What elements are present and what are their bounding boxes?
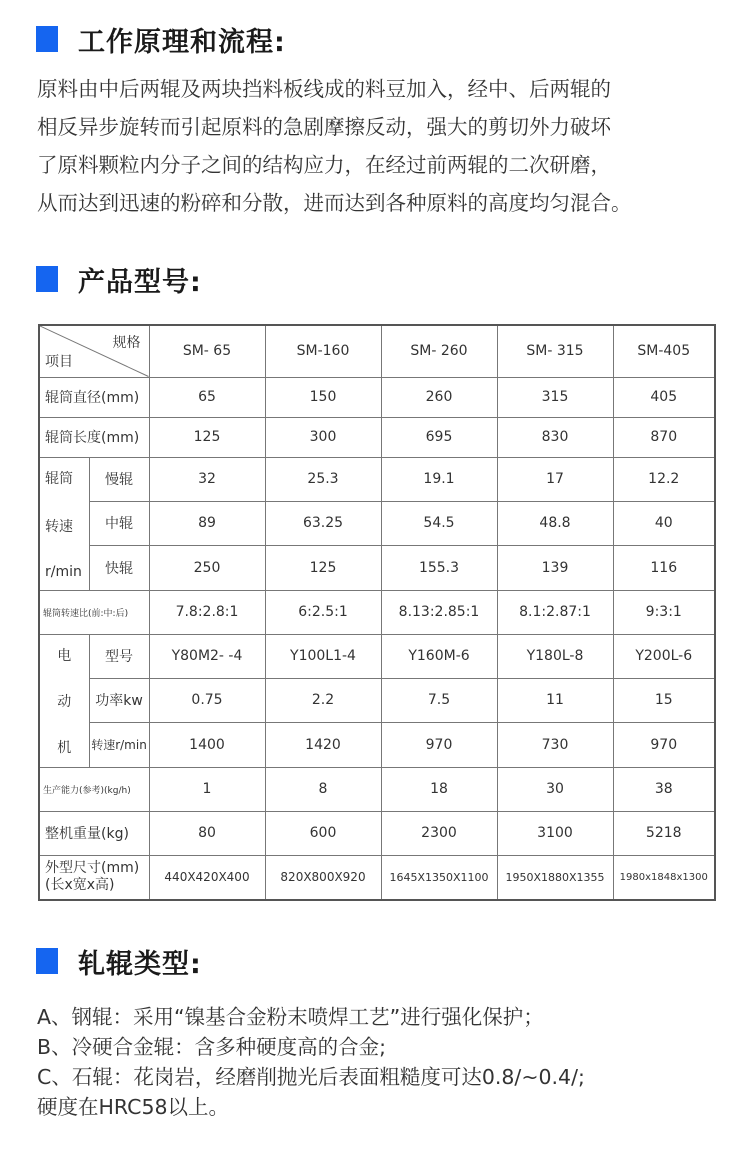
row-label-fast: 快辊 [89,546,149,590]
principle-line: 了原料颗粒内分子之间的结构应力，在经过前两辊的二次研磨， [37,153,611,177]
motor-group-line: 电 [57,647,72,664]
table-cell: 18 [381,767,497,811]
list-item: B、冷硬合金辊：含多种硬度高的合金; [37,1035,386,1059]
size-label-line: 外型尺寸(mm) [45,860,140,877]
table-cell: 820X800X920 [265,855,381,900]
row-label-motor-model: 型号 [89,634,149,678]
table-cell: 15 [613,678,715,722]
row-label-ratio: 辊筒转速比(前:中:后) [39,590,149,634]
section-marker [36,26,58,52]
table-cell: 8 [265,767,381,811]
table-cell: 30 [497,767,613,811]
table-cell: 8.1:2.87:1 [497,590,613,634]
table-cell: 150 [265,377,381,417]
table-row [39,634,715,678]
table-cell: 155.3 [381,546,497,590]
table-cell: 12.2 [613,457,715,501]
table-cell: 1645X1350X1100 [381,855,497,900]
table-cell: 405 [613,377,715,417]
table-cell: 830 [497,417,613,457]
speed-group-line: 转速 [45,518,73,535]
table-row [39,417,715,457]
corner-label-spec: 规格 [112,335,141,351]
row-label-size [39,855,149,900]
row-label-diameter: 辊筒直径(mm) [39,377,149,417]
table-cell: 970 [381,723,497,767]
table-cell: 1420 [265,723,381,767]
section-header-principle [36,22,286,56]
table-cell: 1950X1880X1355 [497,855,613,900]
table-cell: 54.5 [381,501,497,545]
list-item: C、石辊：花岗岩，经磨削抛光后表面粗糙度可达0.8/~0.4/; [37,1065,585,1089]
motor-group-label [39,634,89,767]
section-title-models: 产品型号: [78,266,202,298]
row-label-mid: 中辊 [89,501,149,545]
table-cell: 970 [613,723,715,767]
table-cell: 19.1 [381,457,497,501]
table-cell: 0.75 [149,678,265,722]
table-row [39,501,715,545]
table-row [39,546,715,590]
table-cell: 2.2 [265,678,381,722]
table-cell: 260 [381,377,497,417]
table-cell: 1980x1848x1300 [613,855,715,900]
table-cell: 17 [497,457,613,501]
table-cell: 730 [497,723,613,767]
list-item: 硬度在HRC58以上。 [37,1095,230,1119]
table-cell: 25.3 [265,457,381,501]
size-label-line: (长x宽x高) [45,877,115,894]
section-marker [36,266,58,292]
table-row [39,767,715,811]
principle-line: 相反异步旋转而引起原料的急剧摩擦反动，强大的剪切外力破坏 [37,115,611,139]
section-title-roll-types: 轧辊类型: [78,948,202,980]
table-cell: 11 [497,678,613,722]
motor-group-line: 动 [57,693,72,710]
table-cell: 1 [149,767,265,811]
table-cell: 40 [613,501,715,545]
row-label-motor-speed: 转速r/min [89,723,149,767]
row-label-length: 辊筒长度(mm) [39,417,149,457]
table-corner [39,325,149,377]
model-header: SM-405 [613,325,715,377]
table-cell: 250 [149,546,265,590]
table-cell: Y180L-8 [497,634,613,678]
model-header: SM- 65 [149,325,265,377]
table-cell: 139 [497,546,613,590]
section-title-principle: 工作原理和流程: [78,26,286,58]
list-item: A、钢辊：采用“镍基合金粉末喷焊工艺”进行强化保护； [37,1005,544,1029]
table-cell: 2300 [381,811,497,855]
speed-group-label [39,457,89,590]
table-row [39,811,715,855]
section-marker [36,948,58,974]
table-cell: Y160M-6 [381,634,497,678]
table-cell: 38 [613,767,715,811]
table-cell: 116 [613,546,715,590]
table-row [39,723,715,767]
table-cell: 125 [265,546,381,590]
table-cell: 315 [497,377,613,417]
section-header-roll-types [36,944,202,978]
table-cell: 32 [149,457,265,501]
speed-group-line: r/min [45,563,82,580]
row-label-capacity: 生产能力(参考)(kg/h) [39,767,149,811]
model-header: SM-160 [265,325,381,377]
principle-paragraph [37,70,727,222]
speed-group-line: 辊筒 [45,470,73,487]
table-cell: 89 [149,501,265,545]
table-cell: 870 [613,417,715,457]
table-cell: 63.25 [265,501,381,545]
table-cell: 1400 [149,723,265,767]
table-cell: 440X420X400 [149,855,265,900]
corner-label-item: 项目 [45,353,73,370]
table-row [39,590,715,634]
table-row [39,855,715,900]
table-cell: Y80M2- -4 [149,634,265,678]
table-cell: 3100 [497,811,613,855]
table-row [39,377,715,417]
table-cell: 695 [381,417,497,457]
table-cell: 48.8 [497,501,613,545]
table-cell: 5218 [613,811,715,855]
table-cell: 80 [149,811,265,855]
section-header-models [36,262,202,296]
row-label-slow: 慢辊 [89,457,149,501]
model-header: SM- 315 [497,325,613,377]
roll-types-list [37,1002,585,1122]
table-cell: 300 [265,417,381,457]
table-cell: 9:3:1 [613,590,715,634]
model-header: SM- 260 [381,325,497,377]
table-row [39,457,715,501]
table-row-models [39,325,715,377]
table-cell: Y200L-6 [613,634,715,678]
spec-table [38,324,716,901]
table-row [39,678,715,722]
table-cell: 7.5 [381,678,497,722]
row-label-weight: 整机重量(kg) [39,811,149,855]
row-label-motor-power: 功率kw [89,678,149,722]
table-cell: 7.8:2.8:1 [149,590,265,634]
table-cell: 125 [149,417,265,457]
motor-group-line: 机 [57,739,72,756]
principle-line: 原料由中后两辊及两块挡料板线成的料豆加入，经中、后两辊的 [37,77,611,101]
table-cell: 6:2.5:1 [265,590,381,634]
table-cell: 600 [265,811,381,855]
table-cell: 8.13:2.85:1 [381,590,497,634]
table-cell: Y100L1-4 [265,634,381,678]
principle-line: 从而达到迅速的粉碎和分散，进而达到各种原料的高度均匀混合。 [37,191,632,215]
table-cell: 65 [149,377,265,417]
